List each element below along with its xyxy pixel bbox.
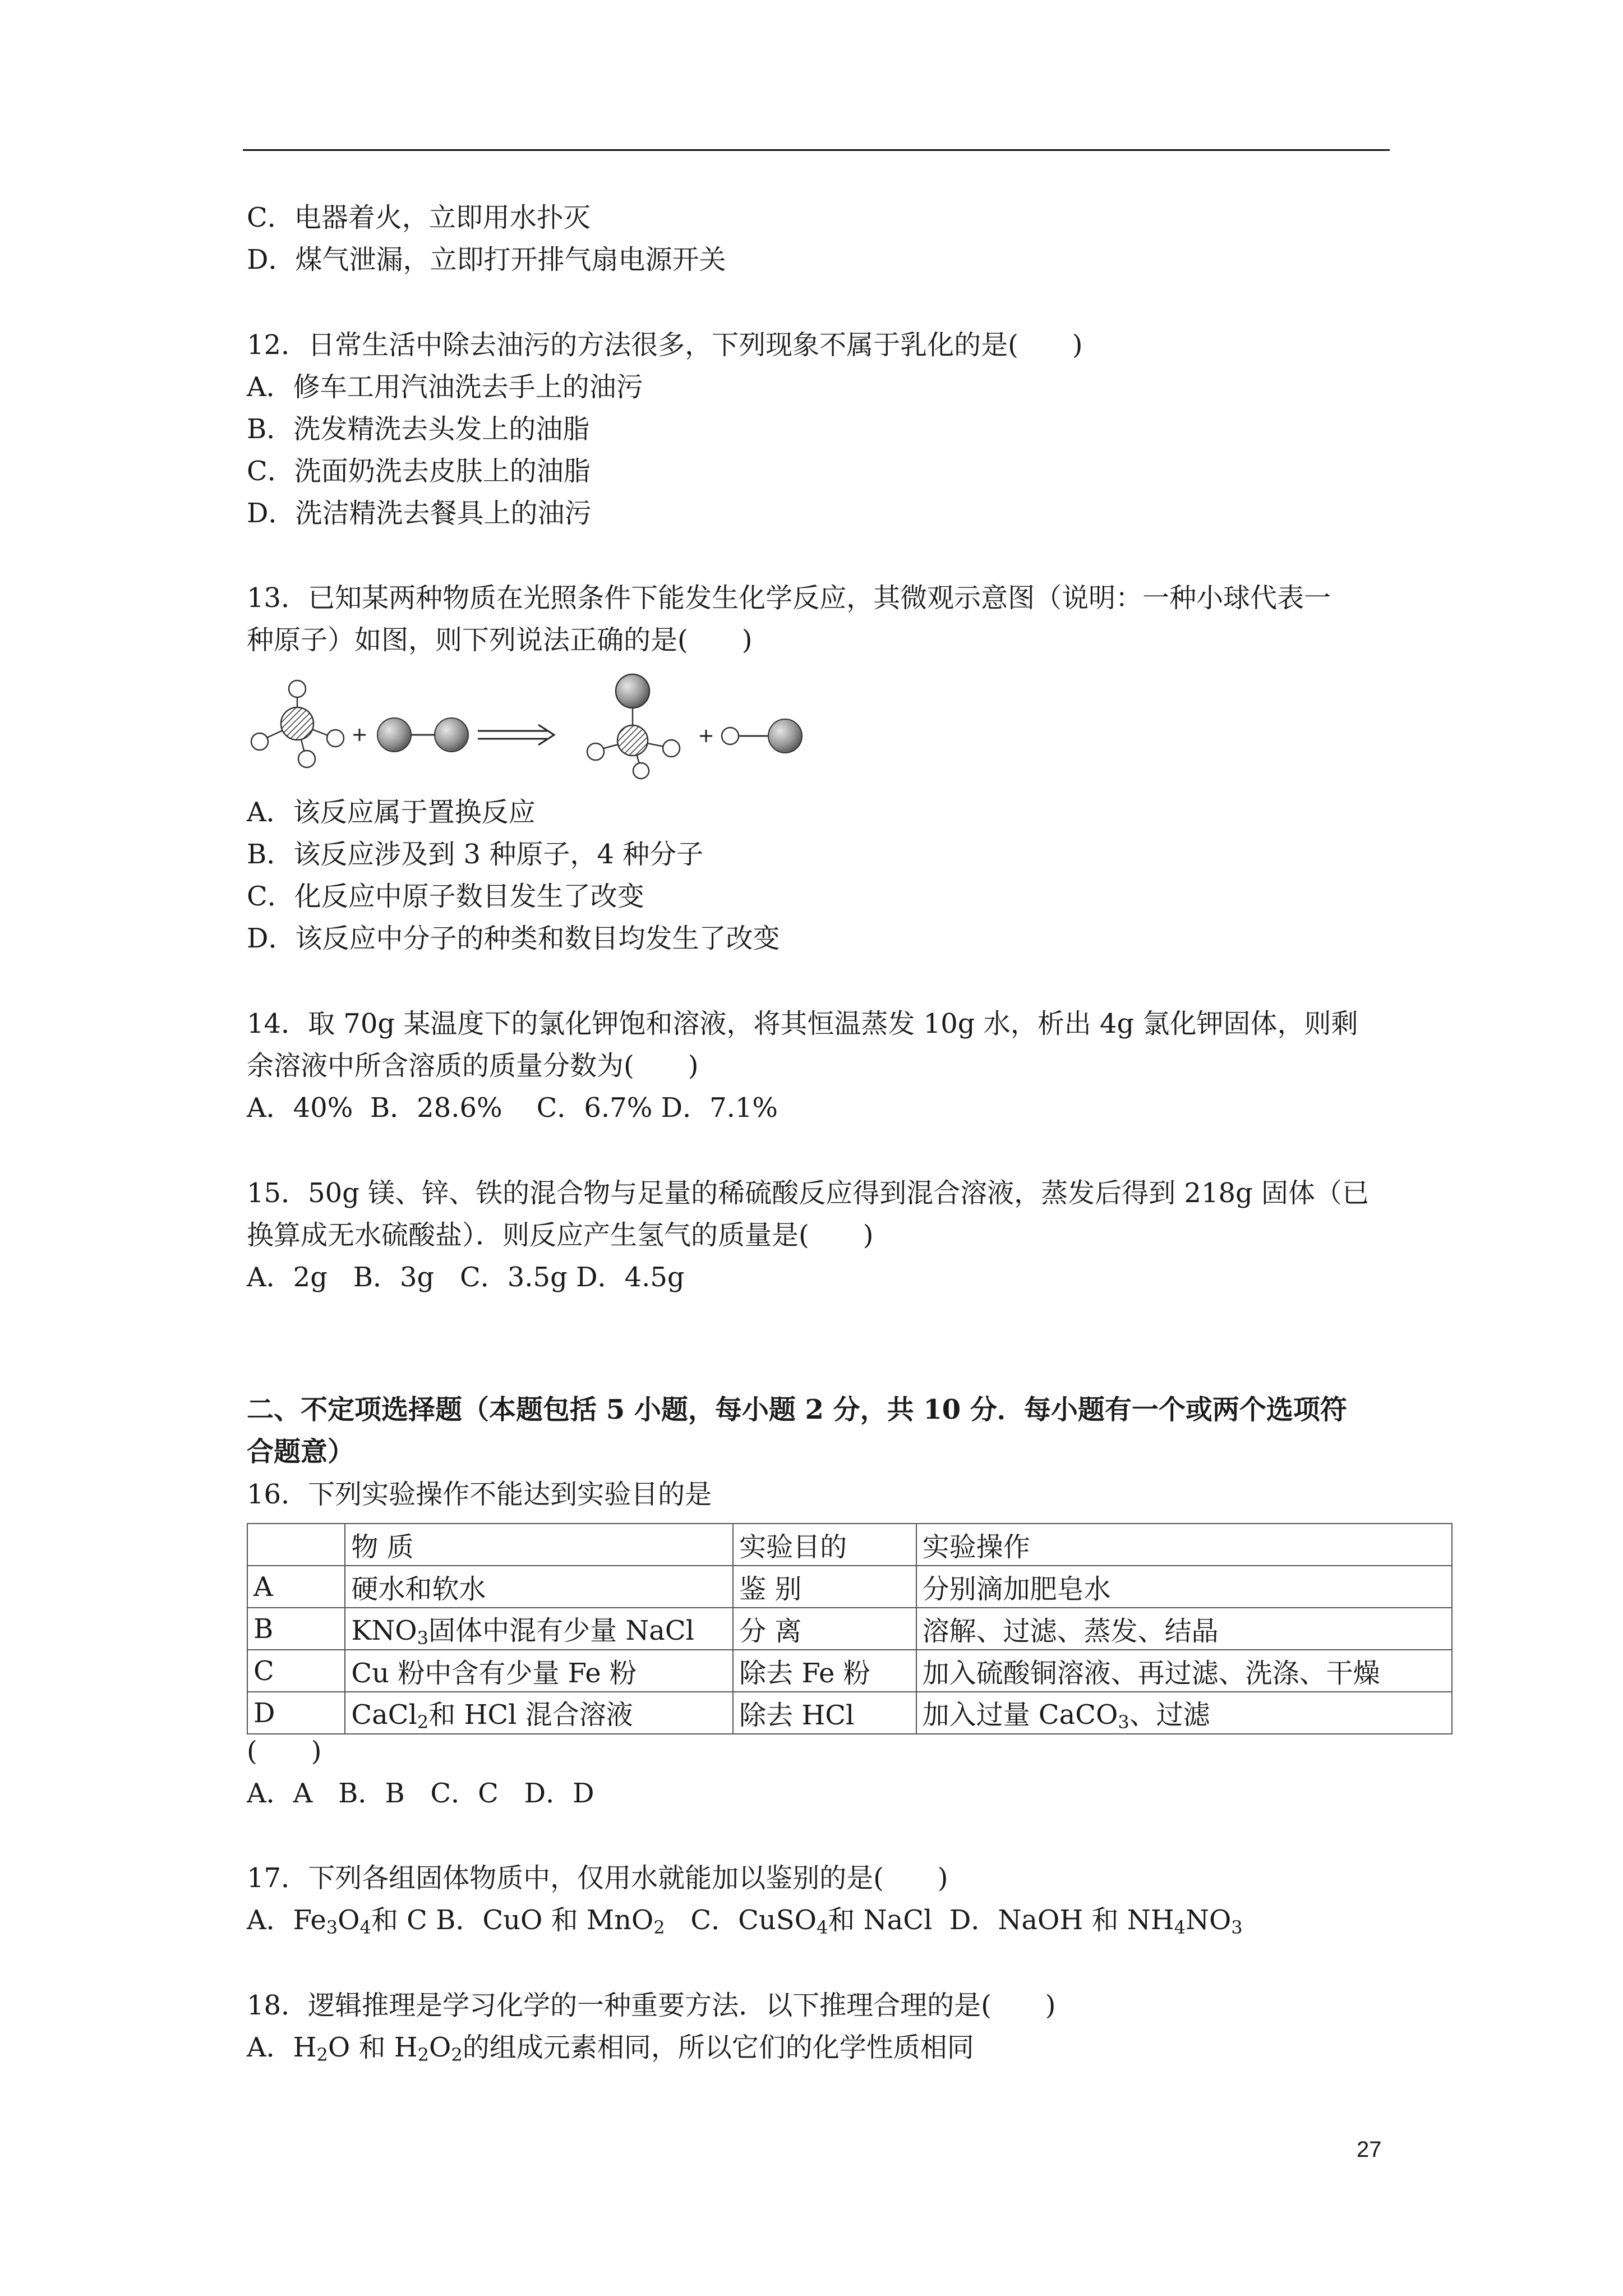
text-span: 固体中混有少量 NaCl <box>428 1615 694 1646</box>
text-span: O <box>428 2032 451 2063</box>
subscript: 4 <box>817 1917 828 1938</box>
q12-stem: 12．日常生活中除去油污的方法很多，下列现象不属于乳化的是( ) <box>247 329 1083 361</box>
subscript: 2 <box>653 1917 665 1938</box>
row-substance <box>345 1692 733 1734</box>
q11-option-d: D．煤气泄漏，立即打开排气扇电源开关 <box>247 244 726 275</box>
reaction-arrow <box>478 725 554 745</box>
q13-option-d: D．该反应中分子的种类和数目均发生了改变 <box>247 923 780 954</box>
text-span: 加入过量 CaCO <box>922 1699 1118 1731</box>
row-goal: 鉴 别 <box>733 1566 916 1608</box>
q11-option-c: C．电器着火，立即用水扑灭 <box>247 202 591 233</box>
table-header-cell <box>247 1524 345 1566</box>
text-span: O 和 H <box>328 2032 418 2063</box>
reaction-diagram <box>247 668 819 780</box>
subscript: 4 <box>1174 1917 1186 1938</box>
table-row <box>247 1650 1452 1692</box>
table-header-cell: 实验操作 <box>916 1524 1452 1566</box>
plus-sign-1 <box>353 729 366 741</box>
table-header-cell: 实验目的 <box>733 1524 916 1566</box>
table-header-cell: 物 质 <box>345 1524 733 1566</box>
row-substance: 硬水和软水 <box>345 1566 733 1608</box>
q13-stem-line1: 13．已知某两种物质在光照条件下能发生化学反应，其微观示意图（说明：一种小球代表一 <box>247 582 1331 614</box>
row-goal: 除去 Fe 粉 <box>733 1650 916 1692</box>
section2-title-line1: 二、不定项选择题（本题包括 5 小题，每小题 2 分，共 10 分．每小题有一个或两个选项符 <box>247 1394 1347 1425</box>
text-span: KNO <box>351 1615 417 1646</box>
row-goal: 分 离 <box>733 1608 916 1650</box>
product-molecule-2 <box>722 719 802 753</box>
q18-stem: 18．逻辑推理是学习化学的一种重要方法．以下推理合理的是( ) <box>247 1990 1056 2021</box>
row-substance <box>345 1608 733 1650</box>
q14-stem-line2: 余溶液中所含溶质的质量分数为( ) <box>247 1050 699 1082</box>
text-span: 和 NaCl D．NaOH 和 NH <box>828 1904 1174 1936</box>
row-label: B <box>247 1608 345 1650</box>
q15-options: A．2g B．3g C．3.5g D．4.5g <box>247 1262 685 1293</box>
row-operation <box>916 1692 1452 1734</box>
row-goal: 除去 HCl <box>733 1692 916 1734</box>
subscript: 2 <box>417 1711 429 1733</box>
q16-table <box>247 1523 1453 1734</box>
row-operation: 溶解、过滤、蒸发、结晶 <box>916 1608 1452 1650</box>
row-label: C <box>247 1650 345 1692</box>
reactant-molecule-1 <box>251 680 344 767</box>
page-number: 27 <box>1357 2137 1382 2162</box>
q14-stem-line1: 14．取 70g 某温度下的氯化钾饱和溶液，将其恒温蒸发 10g 水，析出 4g 氯化钾固体，则剩 <box>247 1008 1358 1039</box>
subscript: 3 <box>1231 1917 1243 1938</box>
reactant-molecule-2 <box>377 718 468 752</box>
q13-option-a: A．该反应属于置换反应 <box>247 797 536 828</box>
section2-title-line2: 合题意） <box>247 1436 355 1467</box>
subscript: 3 <box>1118 1711 1129 1733</box>
q18-option-a <box>247 2031 974 2072</box>
row-operation: 分别滴加肥皂水 <box>916 1566 1452 1608</box>
q12-option-b: B．洗发精洗去头发上的油脂 <box>247 413 590 445</box>
text-span: 的组成元素相同，所以它们的化学性质相同 <box>462 2032 974 2063</box>
q12-option-d: D．洗洁精洗去餐具上的油污 <box>247 498 592 529</box>
q14-options: A．40% B．28.6% C．6.7% D．7.1% <box>247 1092 778 1124</box>
q13-option-b: B．该反应涉及到 3 种原子，4 种分子 <box>247 839 704 870</box>
q15-stem-line2: 换算成无水硫酸盐）．则反应产生氢气的质量是( ) <box>247 1220 874 1251</box>
product-molecule-1 <box>587 674 680 779</box>
q16-answer-paren: ( ) <box>247 1736 322 1767</box>
q15-stem-line1: 15．50g 镁、锌、铁的混合物与足量的稀硫酸反应得到混合溶液，蒸发后得到 218g 固体（已 <box>247 1177 1370 1209</box>
table-row <box>247 1692 1452 1734</box>
text-span: C．CuSO <box>665 1904 817 1936</box>
subscript: 4 <box>359 1917 371 1938</box>
row-label: D <box>247 1692 345 1734</box>
q16-stem: 16．下列实验操作不能达到实验目的是 <box>247 1479 712 1510</box>
text-span: CaCl <box>351 1699 417 1731</box>
q16-options: A．A B．B C．C D．D <box>247 1778 594 1809</box>
table-row <box>247 1608 1452 1650</box>
subscript: 3 <box>326 1917 338 1938</box>
text-span: 、过滤 <box>1129 1699 1210 1731</box>
subscript: 3 <box>417 1627 428 1649</box>
subscript: 2 <box>417 2044 429 2065</box>
q17-options <box>247 1903 1243 1944</box>
subscript: 2 <box>451 2044 463 2065</box>
q17-stem: 17．下列各组固体物质中，仅用水就能加以鉴别的是( ) <box>247 1862 948 1894</box>
subscript: 2 <box>316 2044 328 2065</box>
text-span: 和 HCl 混合溶液 <box>428 1699 633 1731</box>
text-span: 和 C B．CuO 和 MnO <box>371 1904 654 1936</box>
q12-option-c: C．洗面奶洗去皮肤上的油脂 <box>247 455 591 487</box>
table-row <box>247 1566 1452 1608</box>
text-span: A．Fe <box>247 1904 326 1936</box>
row-label: A <box>247 1566 345 1608</box>
plus-sign-2 <box>700 730 712 742</box>
header-rule <box>243 149 1390 151</box>
q13-stem-line2: 种原子）如图，则下列说法正确的是( ) <box>247 624 753 656</box>
table-header-row <box>247 1524 1452 1566</box>
row-substance: Cu 粉中含有少量 Fe 粉 <box>345 1650 733 1692</box>
text-span: A．H <box>247 2032 317 2063</box>
text-span: NO <box>1185 1904 1232 1936</box>
row-operation: 加入硫酸铜溶液、再过滤、洗涤、干燥 <box>916 1650 1452 1692</box>
q13-option-c: C．化反应中原子数目发生了改变 <box>247 881 644 912</box>
q12-option-a: A．修车工用汽油洗去手上的油污 <box>247 371 643 403</box>
text-span: O <box>338 1904 360 1936</box>
